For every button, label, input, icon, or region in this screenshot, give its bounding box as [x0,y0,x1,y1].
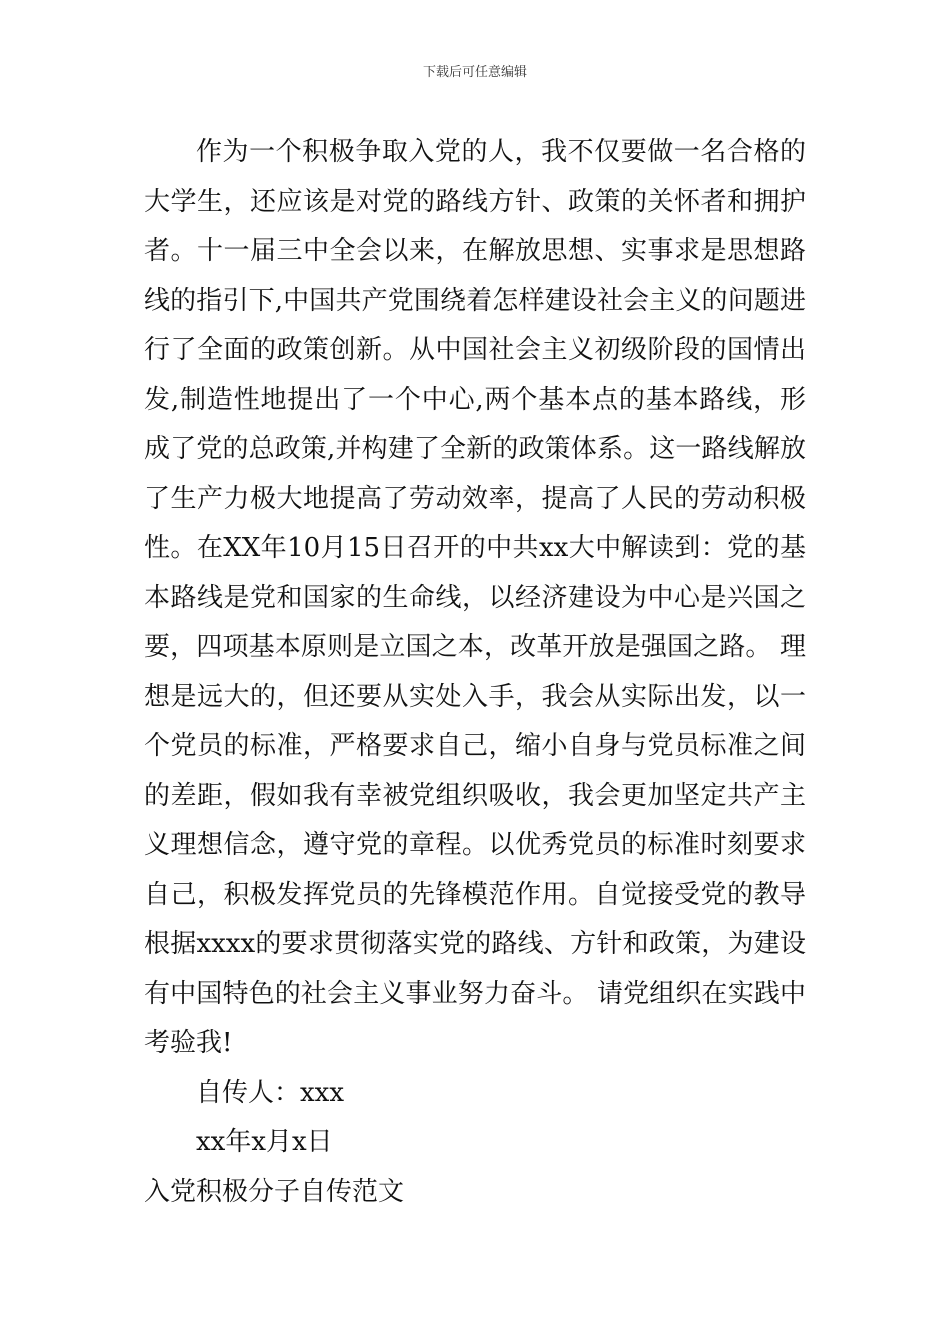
next-section-title: 入党积极分子自传范文 [144,1176,405,1207]
body-paragraph: 作为一个积极争取入党的人，我不仅要做一名合格的大学生，还应该是对党的路线方针、政策的关怀者和拥护者。十一届三中全会以来，在解放思想、实事求是思想路线的指引下,中国共产党围绕着怎样建设社会主义的问题进行了全面的政策创新。从中国社会主义初级阶段的国情出发,制造性地提出了一个中心,两个基本点的基本路线，形成了党的总政策,并构建了全新的政策体系。这一路线解放了生产力极大地提高了劳动效率，提高了人民的劳动积极性。在XX年10月15日召开的中共xx大中解读到：党的基本路线是党和国家的生命线，以经济建设为中心是兴国之要，四项基本原则是立国之本，改革开放是强国之路。 理想是远大的，但还要从实处入手，我会从实际出发，以一个党员的标准，严格要求自己，缩小自身与党员标准之间的差距，假如我有幸被党组织吸收，我会更加坚定共产主义理想信念，遵守党的章程。以优秀党员的标准时刻要求自己，积极发挥党员的先锋模范作用。自觉接受党的教导根据xxxx的要求贯彻落实党的路线、方针和政策，为建设有中国特色的社会主义事业努力奋斗。 请党组织在实践中考验我! [144,137,806,1058]
date-line: xx年x月x日 [196,1127,333,1157]
page-header-note: 下载后可任意编辑 [422,65,527,80]
signature-line: 自传人：xxx [196,1077,344,1108]
document-body [144,128,806,1217]
